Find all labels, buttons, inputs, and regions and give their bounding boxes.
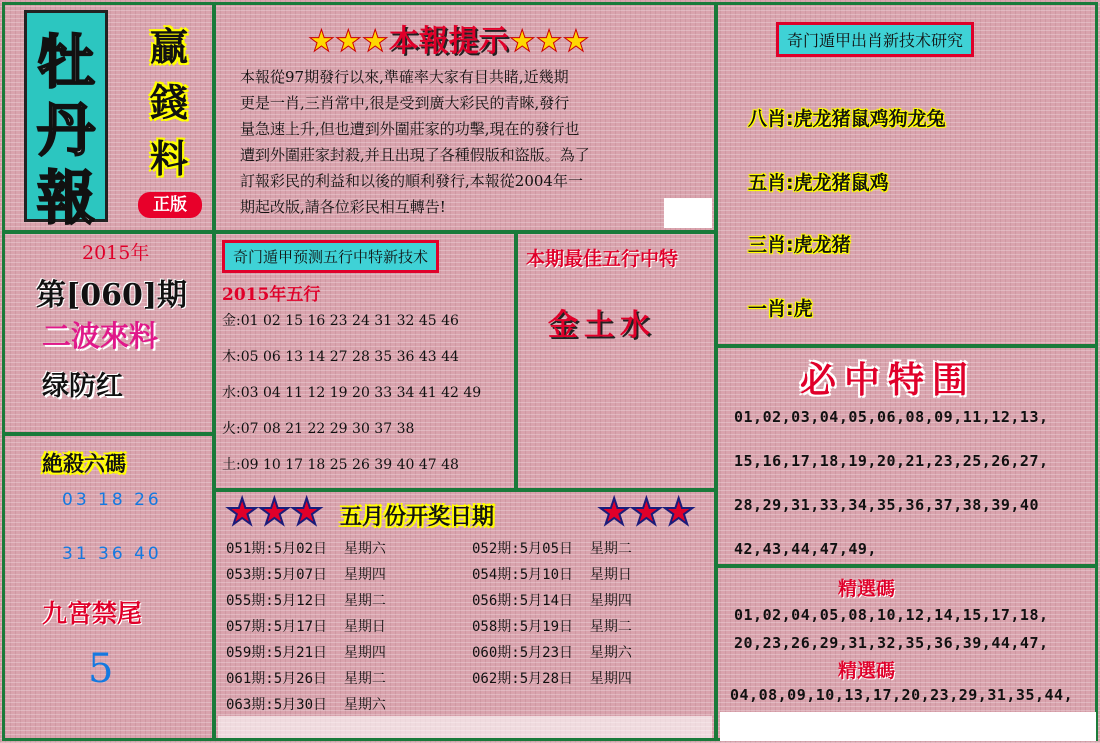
zodiac-row: 三肖:虎龙猪 bbox=[748, 234, 851, 256]
must-numbers: 42,43,44,47,49, bbox=[734, 540, 877, 558]
must-numbers: 01,02,03,04,05,06,08,09,11,12,13, bbox=[734, 408, 1049, 426]
white-strip bbox=[720, 712, 1096, 741]
draw-date: 059期:5月21日 星期四 bbox=[226, 645, 386, 661]
wuxing-row: 金:01 02 15 16 23 24 31 32 45 46 bbox=[222, 313, 459, 329]
draw-date: 057期:5月17日 星期日 bbox=[226, 619, 386, 635]
selected-numbers: 04,08,09,10,13,17,20,23,29,31,35,44, bbox=[730, 686, 1074, 704]
draw-date: 060期:5月23日 星期六 bbox=[472, 645, 632, 661]
notice-line: 遭到外圍莊家封殺,并且出現了各種假版和盜版。為了 bbox=[240, 146, 590, 164]
wuxing-row: 水:03 04 11 12 19 20 33 34 41 42 49 bbox=[222, 385, 482, 401]
notice-line: 期起改版,請各位彩民相互轉告! bbox=[240, 198, 446, 216]
draw-date: 056期:5月14日 星期四 bbox=[472, 593, 632, 609]
logo-char: 丹 bbox=[36, 96, 95, 164]
wave-text: 二波來料 bbox=[42, 319, 159, 353]
kill-numbers: 31 36 40 bbox=[62, 544, 162, 564]
newspaper-logo bbox=[24, 10, 108, 232]
selected-title: 精選碼 bbox=[838, 578, 896, 600]
notice-line: 本報從97期發行以來,準確率大家有目共睹,近幾期 bbox=[240, 68, 569, 86]
zodiac-row: 一肖:虎 bbox=[748, 298, 813, 320]
kill-title: 絶殺六碼 bbox=[42, 452, 126, 476]
wuxing-tag: 奇门遁甲预测五行中特新技术 bbox=[222, 240, 439, 273]
selected-numbers: 20,23,26,29,31,32,35,36,39,44,47, bbox=[734, 634, 1049, 652]
draw-title: 五月份开奖日期 bbox=[340, 505, 495, 530]
wuxing-subtitle: 2015年五行 bbox=[222, 285, 321, 305]
star-icons: ★★★ bbox=[226, 492, 323, 533]
slogan-char: 贏 bbox=[150, 24, 189, 69]
slogan-char: 錢 bbox=[150, 80, 189, 125]
nine-palace-title: 九宮禁尾 bbox=[42, 599, 143, 628]
draw-date: 054期:5月10日 星期日 bbox=[472, 567, 632, 583]
notice-line: 更是一肖,三肖常中,很是受到廣大彩民的青睞,發行 bbox=[240, 94, 570, 112]
selected-numbers: 01,02,04,05,08,10,12,14,15,17,18, bbox=[734, 606, 1049, 624]
must-numbers: 15,16,17,18,19,20,21,23,25,26,27, bbox=[734, 452, 1049, 470]
zodiac-row: 五肖:虎龙猪鼠鸡 bbox=[748, 172, 889, 194]
notice-title: 本報提示 bbox=[388, 24, 509, 59]
draw-date: 063期:5月30日 星期六 bbox=[226, 697, 386, 713]
kill-panel bbox=[2, 432, 216, 741]
wuxing-row: 土:09 10 17 18 25 26 39 40 47 48 bbox=[222, 457, 459, 473]
draw-date: 051期:5月02日 星期六 bbox=[226, 541, 386, 557]
kill-numbers: 03 18 26 bbox=[62, 490, 162, 510]
draw-date: 058期:5月19日 星期二 bbox=[472, 619, 632, 635]
star-icons: ★★★ bbox=[308, 24, 389, 59]
draw-date: 053期:5月07日 星期四 bbox=[226, 567, 386, 583]
must-numbers: 28,29,31,33,34,35,36,37,38,39,40 bbox=[734, 496, 1039, 514]
nine-palace-value: 5 bbox=[88, 646, 114, 692]
draw-date: 061期:5月26日 星期二 bbox=[226, 671, 386, 687]
best-value: 金土水 bbox=[548, 308, 656, 343]
wuxing-row: 木:05 06 13 14 27 28 35 36 43 44 bbox=[222, 349, 459, 365]
issue-year: 2015年 bbox=[82, 242, 150, 264]
must-title: 必中特围 bbox=[800, 359, 977, 401]
white-strip bbox=[218, 716, 712, 738]
logo-char: 牡 bbox=[36, 28, 95, 96]
draw-date: 055期:5月12日 星期二 bbox=[226, 593, 386, 609]
zodiac-tag: 奇门遁甲出肖新技术研究 bbox=[776, 22, 974, 57]
logo-char: 報 bbox=[36, 164, 95, 232]
issue-period: 第[060]期 bbox=[36, 278, 188, 313]
zodiac-row: 八肖:虎龙猪鼠鸡狗龙兔 bbox=[748, 108, 946, 130]
notice-text bbox=[240, 64, 680, 220]
star-icons: ★★★ bbox=[598, 492, 695, 533]
genuine-badge: 正版 bbox=[138, 192, 202, 218]
notice-heading bbox=[308, 16, 589, 60]
notice-line: 訂報彩民的利益和以後的順利發行,本報從2004年一 bbox=[240, 172, 583, 190]
draw-date: 062期:5月28日 星期四 bbox=[472, 671, 632, 687]
slogan-char: 料 bbox=[150, 136, 189, 181]
draw-date: 052期:5月05日 星期二 bbox=[472, 541, 632, 557]
best-title: 本期最佳五行中特 bbox=[526, 248, 679, 270]
guard-text: 绿防红 bbox=[42, 371, 123, 402]
star-icons: ★★★ bbox=[508, 24, 590, 59]
notice-line: 量急速上升,但也遭到外圍莊家的功擊,現在的發行也 bbox=[240, 120, 580, 138]
selected-title: 精選碼 bbox=[838, 660, 896, 682]
wuxing-row: 火:07 08 21 22 29 30 37 38 bbox=[222, 421, 415, 437]
